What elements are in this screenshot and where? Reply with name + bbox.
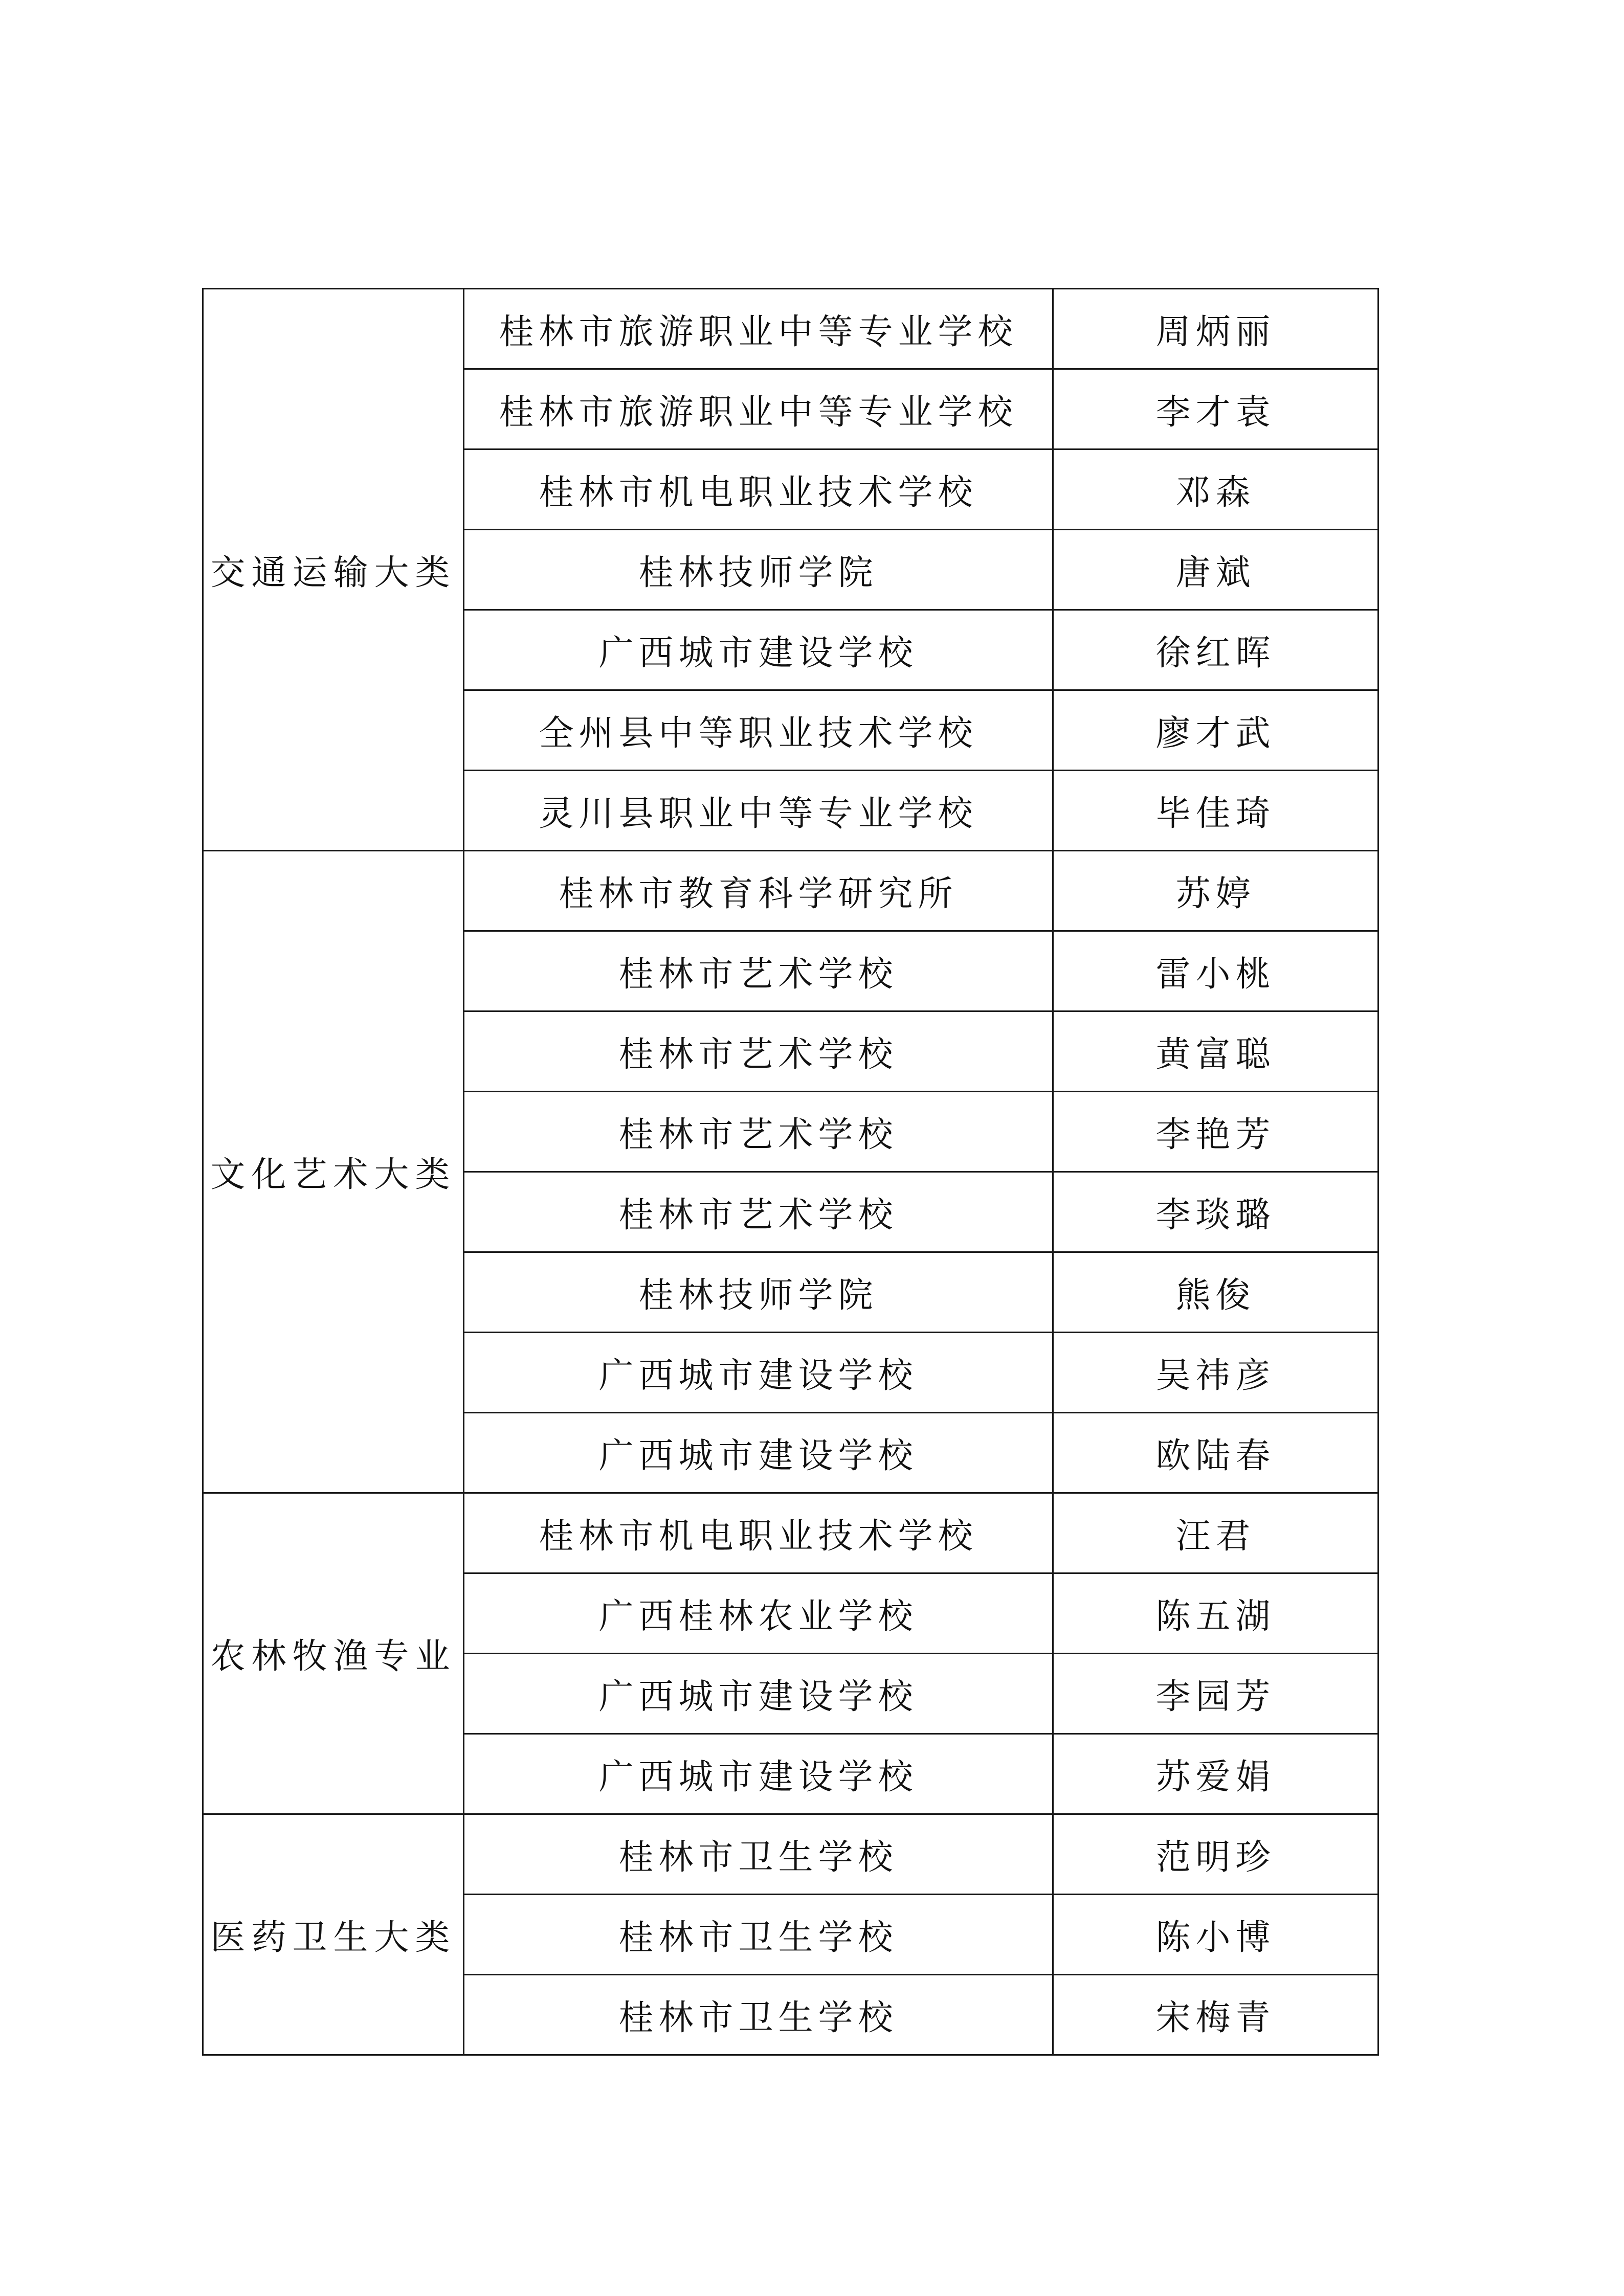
name-cell: 李才袁 (1053, 369, 1378, 449)
school-cell: 桂林市旅游职业中等专业学校 (464, 289, 1053, 369)
category-cell: 农林牧渔专业 (203, 1493, 464, 1814)
roster-table (202, 288, 1379, 2056)
name-cell: 邓森 (1053, 449, 1378, 530)
name-cell: 熊俊 (1053, 1252, 1378, 1333)
name-cell: 李园芳 (1053, 1654, 1378, 1734)
name-cell: 徐红晖 (1053, 610, 1378, 690)
name-cell: 欧陆春 (1053, 1413, 1378, 1493)
name-cell: 廖才武 (1053, 690, 1378, 771)
school-cell: 桂林技师学院 (464, 530, 1053, 610)
school-cell: 广西城市建设学校 (464, 1734, 1053, 1814)
table-row (203, 289, 1378, 369)
category-cell: 医药卫生大类 (203, 1814, 464, 2055)
table-row (203, 851, 1378, 931)
school-cell: 广西城市建设学校 (464, 610, 1053, 690)
category-cell: 交通运输大类 (203, 289, 464, 851)
school-cell: 桂林市卫生学校 (464, 1814, 1053, 1895)
name-cell: 苏爱娟 (1053, 1734, 1378, 1814)
name-cell: 宋梅青 (1053, 1975, 1378, 2055)
school-cell: 全州县中等职业技术学校 (464, 690, 1053, 771)
school-cell: 桂林市教育科学研究所 (464, 851, 1053, 931)
school-cell: 桂林市艺术学校 (464, 1092, 1053, 1172)
name-cell: 汪君 (1053, 1493, 1378, 1573)
table-row (203, 1814, 1378, 1895)
table-row (203, 1493, 1378, 1573)
school-cell: 桂林市艺术学校 (464, 931, 1053, 1011)
school-cell: 桂林市卫生学校 (464, 1975, 1053, 2055)
school-cell: 广西城市建设学校 (464, 1413, 1053, 1493)
name-cell: 雷小桃 (1053, 931, 1378, 1011)
name-cell: 吴祎彦 (1053, 1333, 1378, 1413)
school-cell: 桂林市卫生学校 (464, 1895, 1053, 1975)
name-cell: 苏婷 (1053, 851, 1378, 931)
school-cell: 桂林市艺术学校 (464, 1011, 1053, 1092)
name-cell: 黄富聪 (1053, 1011, 1378, 1092)
name-cell: 李琰璐 (1053, 1172, 1378, 1252)
name-cell: 唐斌 (1053, 530, 1378, 610)
name-cell: 陈五湖 (1053, 1573, 1378, 1654)
school-cell: 广西城市建设学校 (464, 1333, 1053, 1413)
name-cell: 周炳丽 (1053, 289, 1378, 369)
school-cell: 桂林市机电职业技术学校 (464, 1493, 1053, 1573)
name-cell: 陈小博 (1053, 1895, 1378, 1975)
name-cell: 范明珍 (1053, 1814, 1378, 1895)
school-cell: 灵川县职业中等专业学校 (464, 771, 1053, 851)
name-cell: 毕佳琦 (1053, 771, 1378, 851)
school-cell: 桂林市旅游职业中等专业学校 (464, 369, 1053, 449)
school-cell: 广西桂林农业学校 (464, 1573, 1053, 1654)
roster-body (203, 289, 1378, 2055)
school-cell: 广西城市建设学校 (464, 1654, 1053, 1734)
school-cell: 桂林市机电职业技术学校 (464, 449, 1053, 530)
name-cell: 李艳芳 (1053, 1092, 1378, 1172)
school-cell: 桂林技师学院 (464, 1252, 1053, 1333)
school-cell: 桂林市艺术学校 (464, 1172, 1053, 1252)
category-cell: 文化艺术大类 (203, 851, 464, 1493)
